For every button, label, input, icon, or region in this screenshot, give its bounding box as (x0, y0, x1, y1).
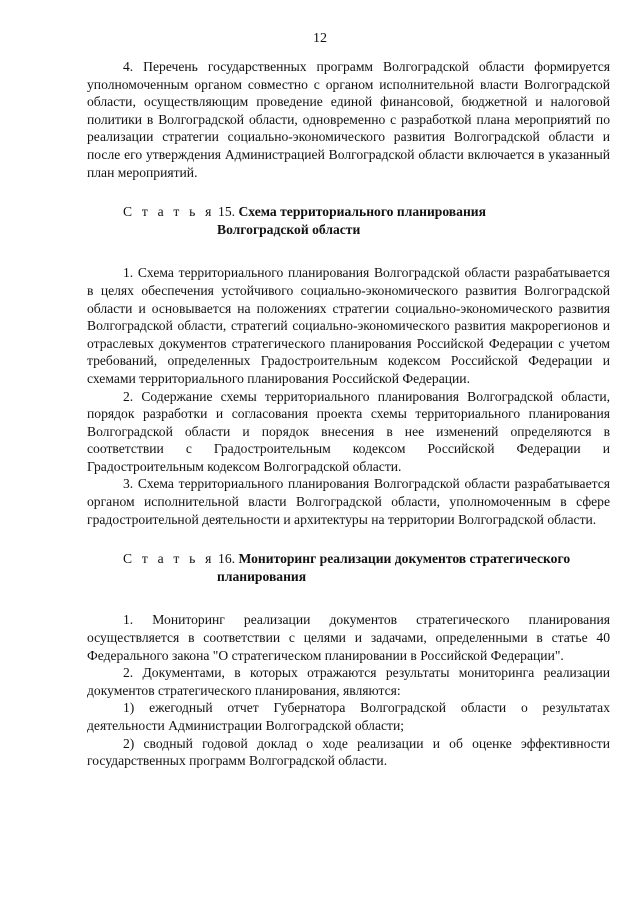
article-16-paragraph-1: 1. Мониторинг реализации документов стратегического планирования осуществляется в соответствии с целями и задачами, определенными в статье 40 Федерального закона "О стратегическом планировании в Российской Федерации". (87, 612, 610, 663)
article-15-prefix: С т а т ь я (123, 204, 215, 220)
paragraph-4-program-list: 4. Перечень государственных программ Волгоградской области формируется уполномоченным органом совместно с органом исполнительной власти Волгоградской области, осуществляющим проведение единой финансовой, бюджетной и налоговой политики в Волгоградской области, одновременно с разработкой плана мероприятий по реализации стратегии социально-экономического развития Волгоградской области и после его утверждения Администрацией Волгоградской области включается в указанный план мероприятий. (87, 59, 610, 180)
article-16-prefix: С т а т ь я (123, 551, 215, 567)
document-body (87, 58, 610, 770)
article-15-title-cont: Волгоградской области (217, 221, 361, 237)
article-15-number: 15. (218, 204, 236, 220)
article-15-paragraph-1: 1. Схема территориального планирования Волгоградской области разрабатывается в целях обеспечения устойчивого социально-экономического развития Волгоградской области и основывается на положениях стратегии социально-экономического развития Волгоградской области, стратегий социально-экономического развития макрорегионов и отраслевых документов стратегического планирования Российской Федерации с учетом требований, определенных Градостроительным кодексом Российской Федерации и схемами территориального планирования Российской Федерации. (87, 265, 610, 386)
article-16-title: Мониторинг реализации документов стратегического (238, 551, 571, 567)
article-16-item-2: 2) сводный годовой доклад о ходе реализации и об оценке эффективности государственных программ Волгоградской области. (87, 735, 610, 769)
page-number: 12 (313, 31, 327, 46)
article-16-heading (87, 550, 610, 585)
article-15-heading-line1 (123, 203, 610, 221)
article-16-title-cont: планирования (217, 568, 307, 584)
article-15-paragraph-3: 3. Схема территориального планирования Волгоградской области разрабатывается органом исполнительной власти Волгоградской области, уполномоченным в сфере градостроительной деятельности и архитектуры на территории Волгоградской области. (87, 476, 610, 527)
article-16-number: 16. (218, 551, 236, 567)
article-16-heading-line1 (123, 550, 610, 568)
article-16-paragraph-2: 2. Документами, в которых отражаются результаты мониторинга реализации документов стратегического планирования, являются: (87, 665, 610, 698)
article-15-paragraph-2: 2. Содержание схемы территориального планирования Волгоградской области, порядок разработки и согласования проекта схемы территориального планирования Волгоградской области и порядок внесения в нее изменений определяются в соответствии с Градостроительным кодексом Российской Федерации и Градостроительным кодексом Волгоградской области. (87, 388, 610, 474)
article-15-title: Схема территориального планирования (238, 204, 486, 220)
article-16-item-1: 1) ежегодный отчет Губернатора Волгоградской области о результатах деятельности Администрации Волгоградской области; (87, 700, 610, 733)
article-15-heading (87, 203, 610, 238)
